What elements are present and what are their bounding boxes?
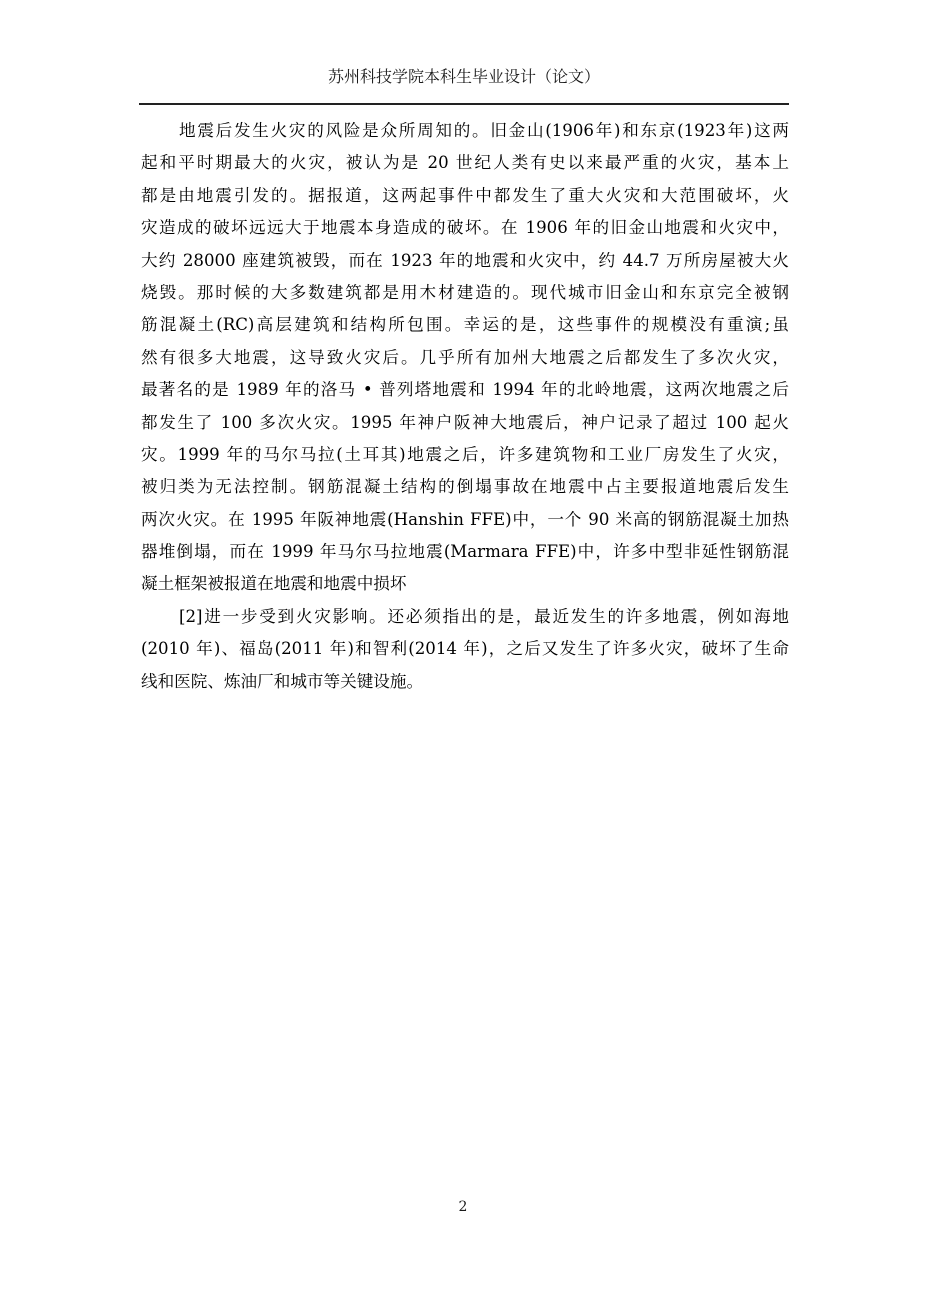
text-line: 地震后发生火灾的风险是众所周知的。旧金山(1906年)和东京(1923年)这两	[179, 121, 789, 140]
header-rule	[139, 103, 789, 105]
running-header: 苏州科技学院本科生毕业设计（论文）	[327, 67, 600, 86]
text-line: [2]进一步受到火灾影响。还必须指出的是，最近发生的许多地震，例如海地	[179, 606, 789, 626]
body-text	[141, 115, 789, 698]
page-number: 2	[458, 1199, 468, 1215]
text-line: (2010 年)、福岛(2011 年)和智利(2014 年)，之后又发生了许多火灾，破坏了生命	[141, 639, 789, 659]
text-line: 都发生了 100 多次火灾。1995 年神户阪神大地震后，神户记录了超过 100 起火	[141, 412, 789, 432]
text-line: 线和医院、炼油厂和城市等关键设施。	[141, 671, 424, 691]
text-line: 都是由地震引发的。据报道，这两起事件中都发生了重大火灾和大范围破坏，火	[141, 185, 789, 205]
text-line: 两次火灾。在 1995 年阪神地震(Hanshin FFE)中，一个 90 米高的钢筋混凝土加热	[141, 509, 789, 529]
text-line: 大约 28000 座建筑被毁，而在 1923 年的地震和火灾中，约 44.7 万所房屋被大火	[141, 250, 789, 270]
paragraph-1	[141, 115, 789, 601]
paragraph-2	[141, 601, 789, 698]
text-line: 器堆倒塌，而在 1999 年马尔马拉地震(Marmara FFE)中，许多中型非延性钢筋混	[141, 542, 789, 562]
text-line: 灾。1999 年的马尔马拉(土耳其)地震之后，许多建筑物和工业厂房发生了火灾，	[141, 444, 789, 464]
text-line: 起和平时期最大的火灾，被认为是 20 世纪人类有史以来最严重的火灾，基本上	[141, 153, 789, 173]
text-line: 凝土框架被报道在地震和地震中损坏	[141, 574, 407, 594]
text-line: 灾造成的破坏远远大于地震本身造成的破坏。在 1906 年的旧金山地震和火灾中，	[141, 218, 789, 238]
text-line: 烧毁。那时候的大多数建筑都是用木材建造的。现代城市旧金山和东京完全被钢	[141, 282, 789, 302]
text-line: 最著名的是 1989 年的洛马 • 普列塔地震和 1994 年的北岭地震，这两次地震之后	[141, 380, 789, 400]
text-line: 然有很多大地震，这导致火灾后。几乎所有加州大地震之后都发生了多次火灾，	[141, 347, 789, 367]
text-line: 被归类为无法控制。钢筋混凝土结构的倒塌事故在地震中占主要报道地震后发生	[141, 477, 789, 497]
text-line: 筋混凝土(RC)高层建筑和结构所包围。幸运的是，这些事件的规模没有重演;虽	[141, 315, 789, 335]
